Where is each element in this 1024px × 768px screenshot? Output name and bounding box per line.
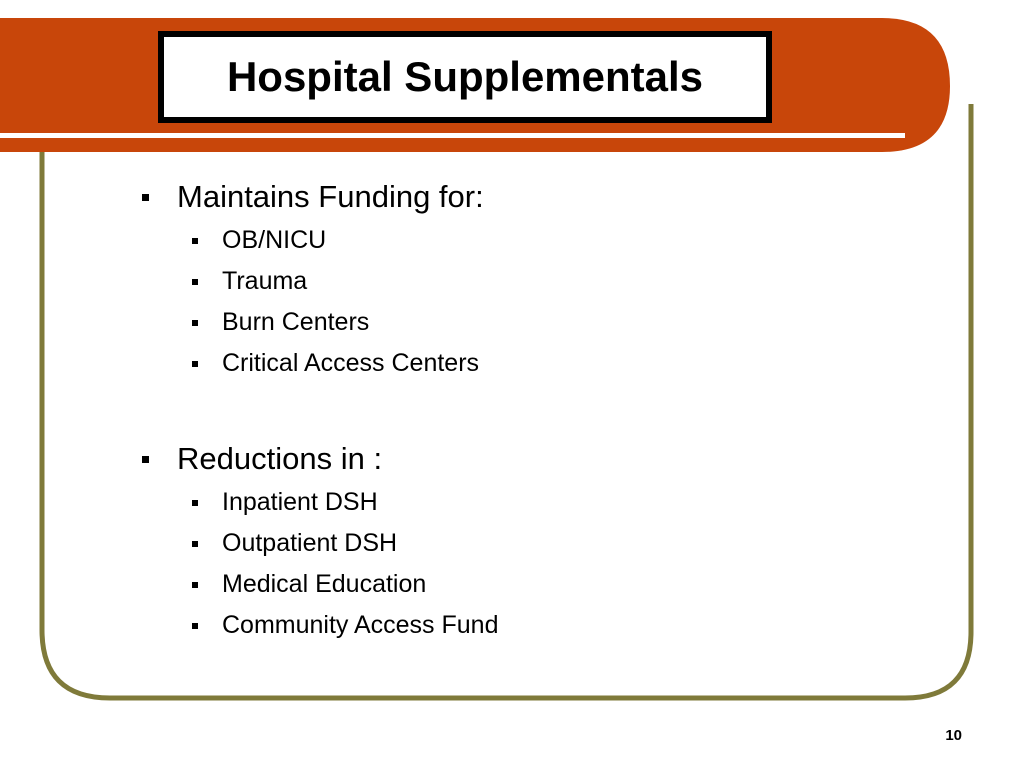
bullet-heading-funding [142, 179, 484, 215]
square-bullet-icon [142, 456, 149, 463]
square-bullet-icon [192, 361, 198, 367]
bullet-heading-reductions [142, 441, 382, 477]
bullet-item-text: Inpatient DSH [222, 488, 378, 516]
bullet-item [192, 570, 426, 599]
square-bullet-icon [192, 320, 198, 326]
square-bullet-icon [192, 279, 198, 285]
bullet-item-text: Outpatient DSH [222, 529, 398, 557]
page-number: 10 [945, 727, 962, 744]
bullet-item-text: Medical Education [222, 570, 427, 598]
bullet-item [192, 529, 397, 558]
bullet-item-text: Critical Access Centers [222, 349, 480, 377]
bullet-item [192, 488, 378, 517]
bullet-item-text: Burn Centers [222, 308, 370, 336]
square-bullet-icon [192, 238, 198, 244]
bullet-heading-text: Reductions in : [177, 441, 383, 476]
bullet-item-text: OB/NICU [222, 226, 327, 254]
square-bullet-icon [192, 541, 198, 547]
bullet-item [192, 349, 479, 378]
bullet-item [192, 267, 307, 296]
bullet-item [192, 226, 326, 255]
slide-title: Hospital Supplementals [226, 53, 704, 100]
bullet-item-text: Trauma [222, 267, 308, 295]
bullet-item [192, 611, 499, 640]
square-bullet-icon [192, 500, 198, 506]
bullet-heading-text: Maintains Funding for: [177, 179, 484, 214]
bullet-item-text: Community Access Fund [222, 611, 499, 639]
bullet-item [192, 308, 369, 337]
square-bullet-icon [142, 194, 149, 201]
square-bullet-icon [192, 623, 198, 629]
square-bullet-icon [192, 582, 198, 588]
